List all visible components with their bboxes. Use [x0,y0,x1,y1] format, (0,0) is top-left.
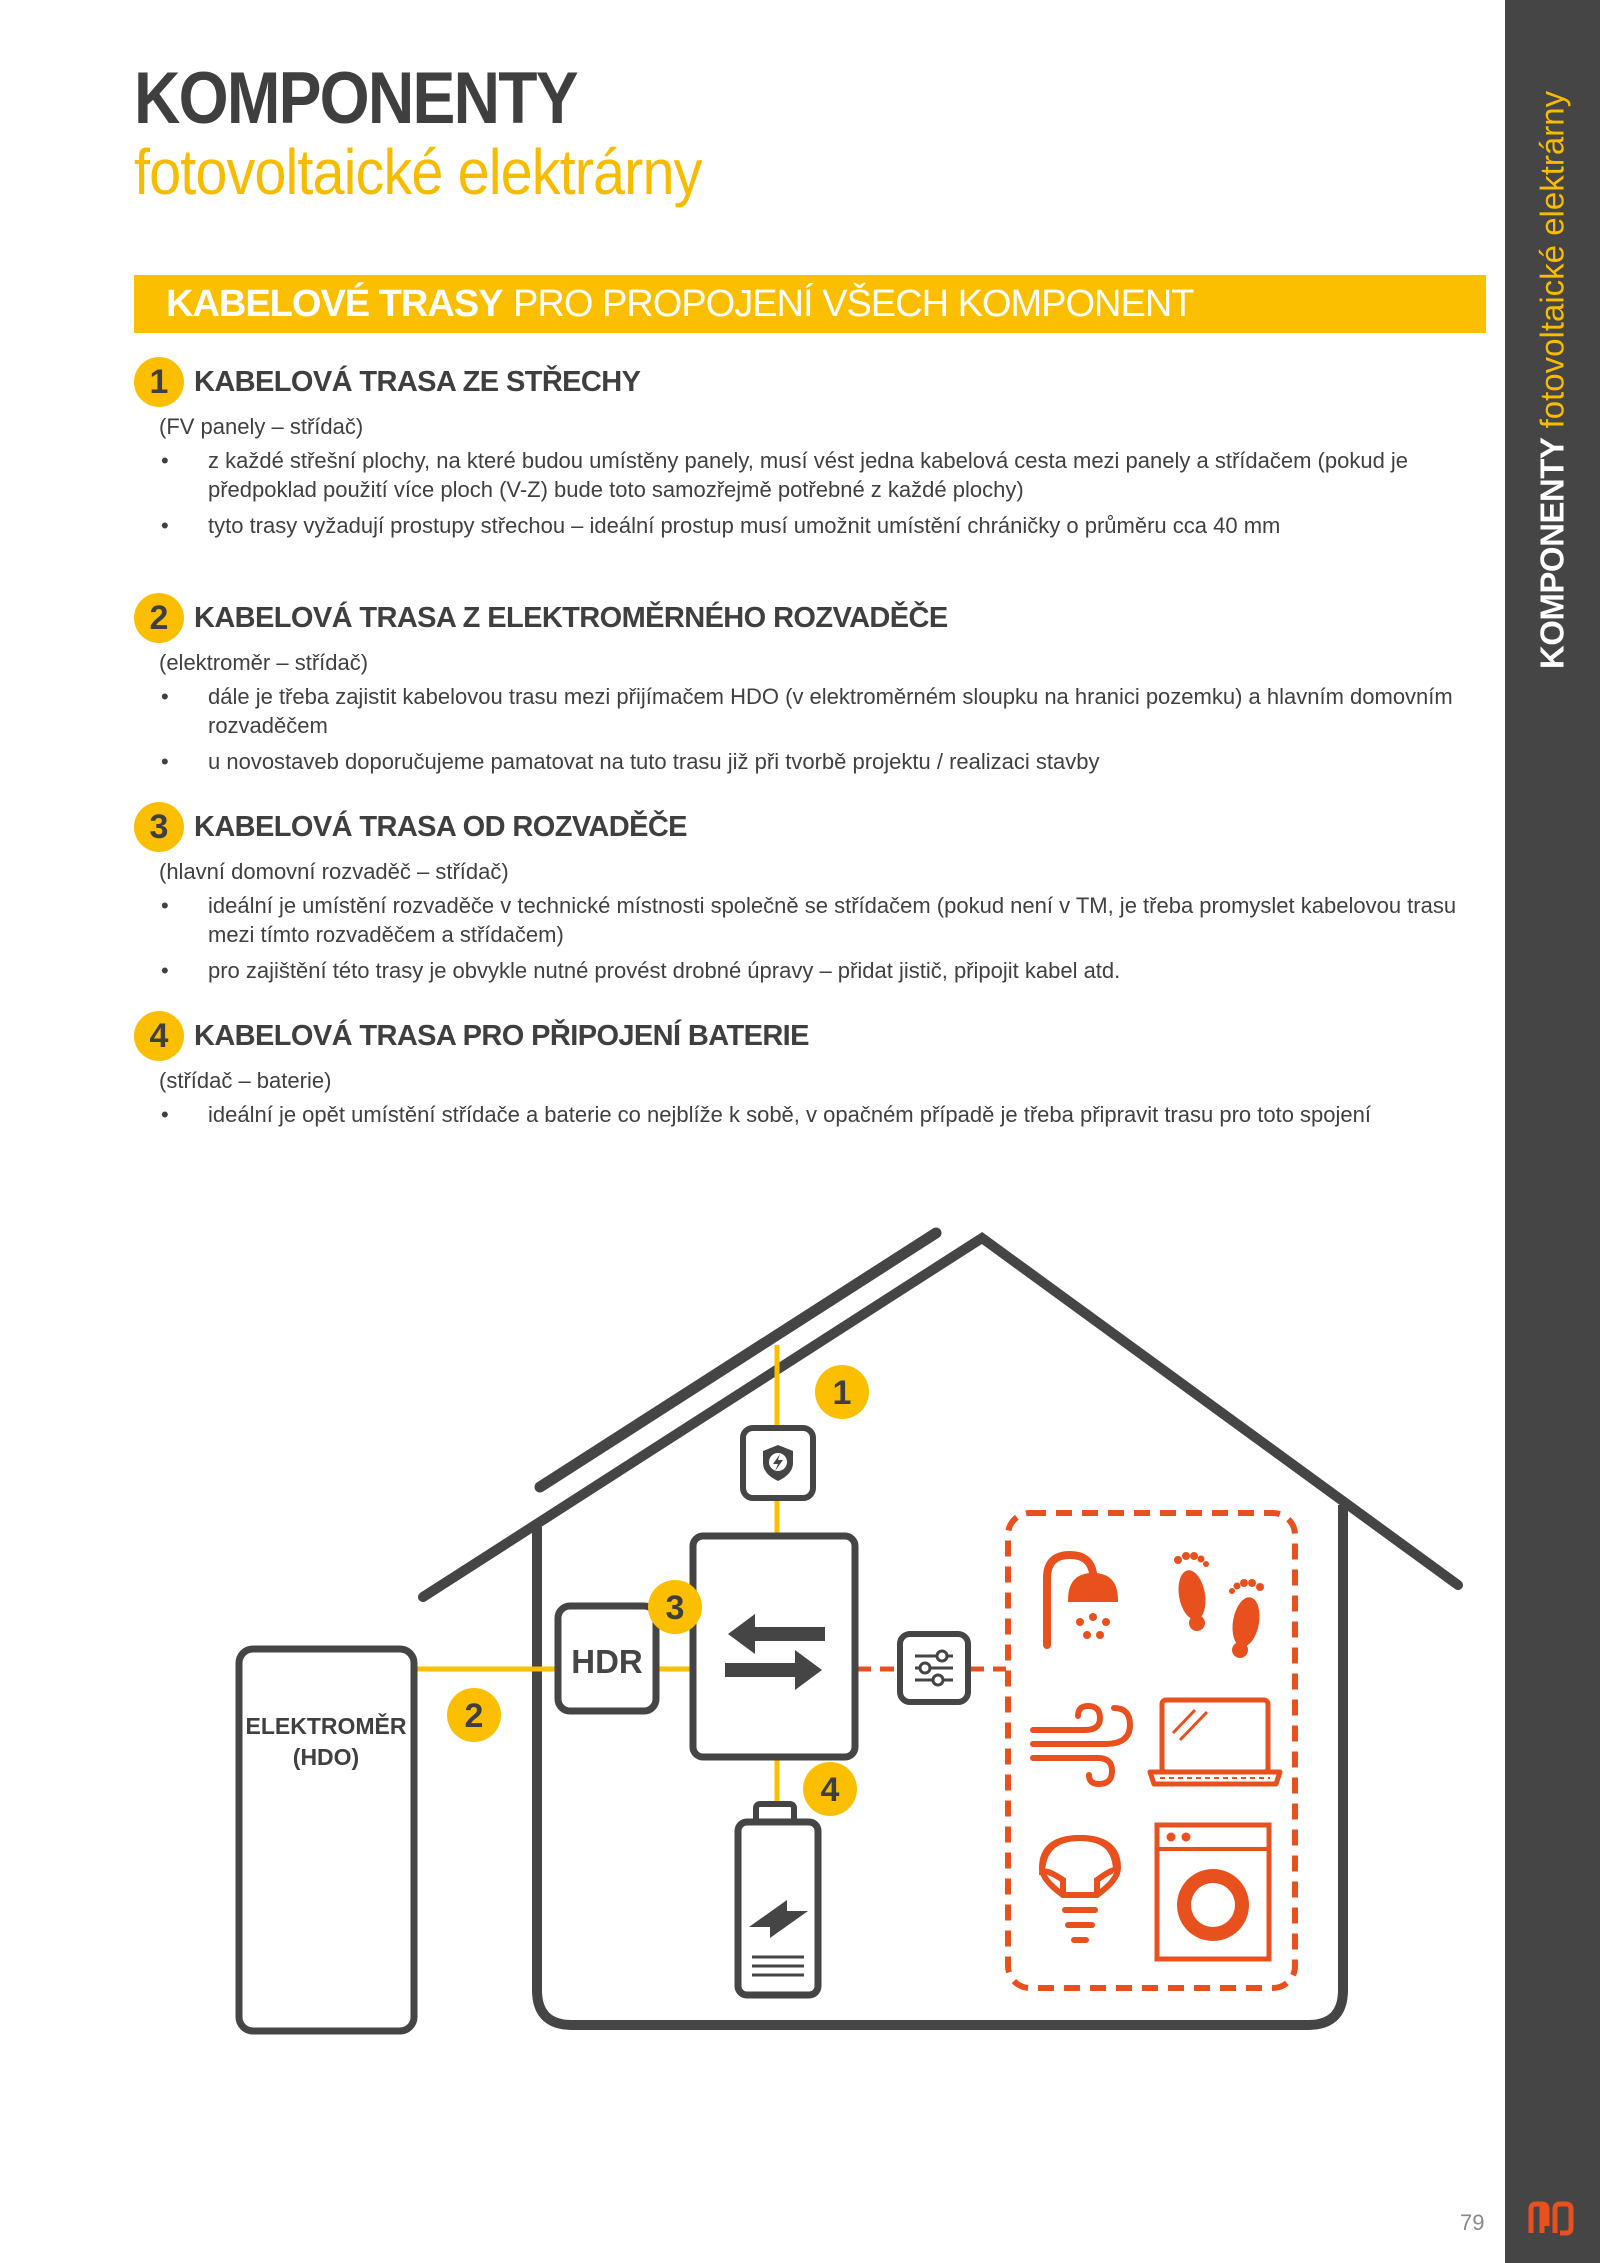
marker-number: 3 [665,1589,685,1627]
banner-bold-text: KABELOVÉ TRASY [166,283,503,325]
page-subtitle: fotovoltaické elektrárny [134,136,702,208]
solar-panel-line [540,1233,936,1487]
section-title: KABELOVÁ TRASA PRO PŘIPOJENÍ BATERIE [194,1019,809,1052]
section-1 [134,356,1494,547]
meter-label: ELEKTROMĚR [245,1713,407,1739]
bullet-item: • tyto trasy vyžadují prostupy střechou – ideální prostup musí umožnit umístění chráničky o průměru cca 40 mm [134,511,1494,540]
ventilation-icon [1033,1706,1130,1784]
underfloor-heating-icon [1174,1552,1264,1658]
section-title: KABELOVÁ TRASA Z ELEKTROMĚRNÉHO ROZVADĚČE [194,601,948,634]
marker-1 [815,1365,869,1419]
house-wiring-diagram [0,1220,1600,2240]
bullet-list [134,446,1494,540]
bullet-item: • dále je třeba zajistit kabelovou trasu mezi přijímačem HDO (v elektroměrném sloupku na hranici pozemku) a hlavním domovním rozvaděčem [134,682,1494,740]
section-4 [134,1010,1494,1136]
section-title: KABELOVÁ TRASA ZE STŘECHY [194,365,641,398]
marker-number: 2 [464,1697,484,1735]
section-heading [134,801,1494,853]
section-title: KABELOVÁ TRASA OD ROZVADĚČE [194,810,687,843]
section-subtitle: (elektroměr – střídač) [159,650,369,675]
shower-icon [1047,1555,1116,1645]
section-3 [134,801,1494,992]
house-walls [537,1505,1343,2025]
laptop-icon [1150,1700,1280,1784]
sidebar-title [1533,90,1571,670]
bullet-list [134,682,1494,776]
sidebar-title-bold: KOMPONENTY [1533,437,1571,670]
bullet-item: • ideální je umístění rozvaděče v technické místnosti společně se střídačem (pokud není v TM, je třeba promyslet kabelovou trasu mezi tímto rozvaděčem a střídačem) [134,891,1494,949]
marker-2 [447,1688,501,1742]
section-heading [134,592,1494,644]
marker-3 [648,1580,702,1634]
section-number-badge: 1 [134,357,184,407]
section-number-badge: 4 [134,1011,184,1061]
inverter-box [693,1536,855,1757]
washing-machine-icon [1157,1825,1269,1959]
house-roof [423,1238,1458,1597]
section-banner [134,275,1486,333]
section-number-badge: 3 [134,802,184,852]
bullet-item: • z každé střešní plochy, na které budou umístěny panely, musí vést jedna kabelová cesta mezi panely a střídačem (pokud je předpoklad použití více ploch (V-Z) bude toto samozřejmě potřebné z každé plochy) [134,446,1494,504]
marker-number: 4 [820,1771,840,1809]
bullet-list [134,1100,1494,1129]
section-subtitle: (střídač – baterie) [159,1068,332,1093]
bullet-item: • ideální je opět umístění střídače a baterie co nejblíže k sobě, v opačném případě je třeba připravit trasu pro toto spojení [134,1100,1494,1129]
meter-sublabel: (HDO) [292,1744,360,1770]
section-heading [134,356,1494,408]
marker-4 [803,1762,857,1816]
electricity-meter-box [239,1649,414,2031]
light-bulb-icon [1038,1835,1118,1940]
sidebar-title-light: fotovoltaické elektrárny [1533,90,1571,429]
bullet-list [134,891,1494,985]
section-number-badge: 2 [134,593,184,643]
marker-number: 1 [832,1374,852,1412]
sliders-icon [915,1651,953,1685]
section-subtitle: (FV panely – střídač) [159,414,364,439]
page-title: KOMPONENTY [134,58,577,139]
banner-light-text: PRO PROPOJENÍ VŠECH KOMPONENT [513,283,1194,325]
battery-icon [738,1804,818,1995]
section-heading [134,1010,1494,1062]
section-subtitle: (hlavní domovní rozvaděč – střídač) [159,859,509,884]
bullet-item: • u novostaveb doporučujeme pamatovat na tuto trasu již při tvorbě projektu / realizaci stavby [134,747,1494,776]
section-2 [134,592,1494,783]
bullet-item: • pro zajištění této trasy je obvykle nutné provést drobné úpravy – přidat jistič, připojit kabel atd. [134,956,1494,985]
hdr-label: HDR [571,1643,643,1680]
page-number: 79 [1460,2210,1485,2235]
